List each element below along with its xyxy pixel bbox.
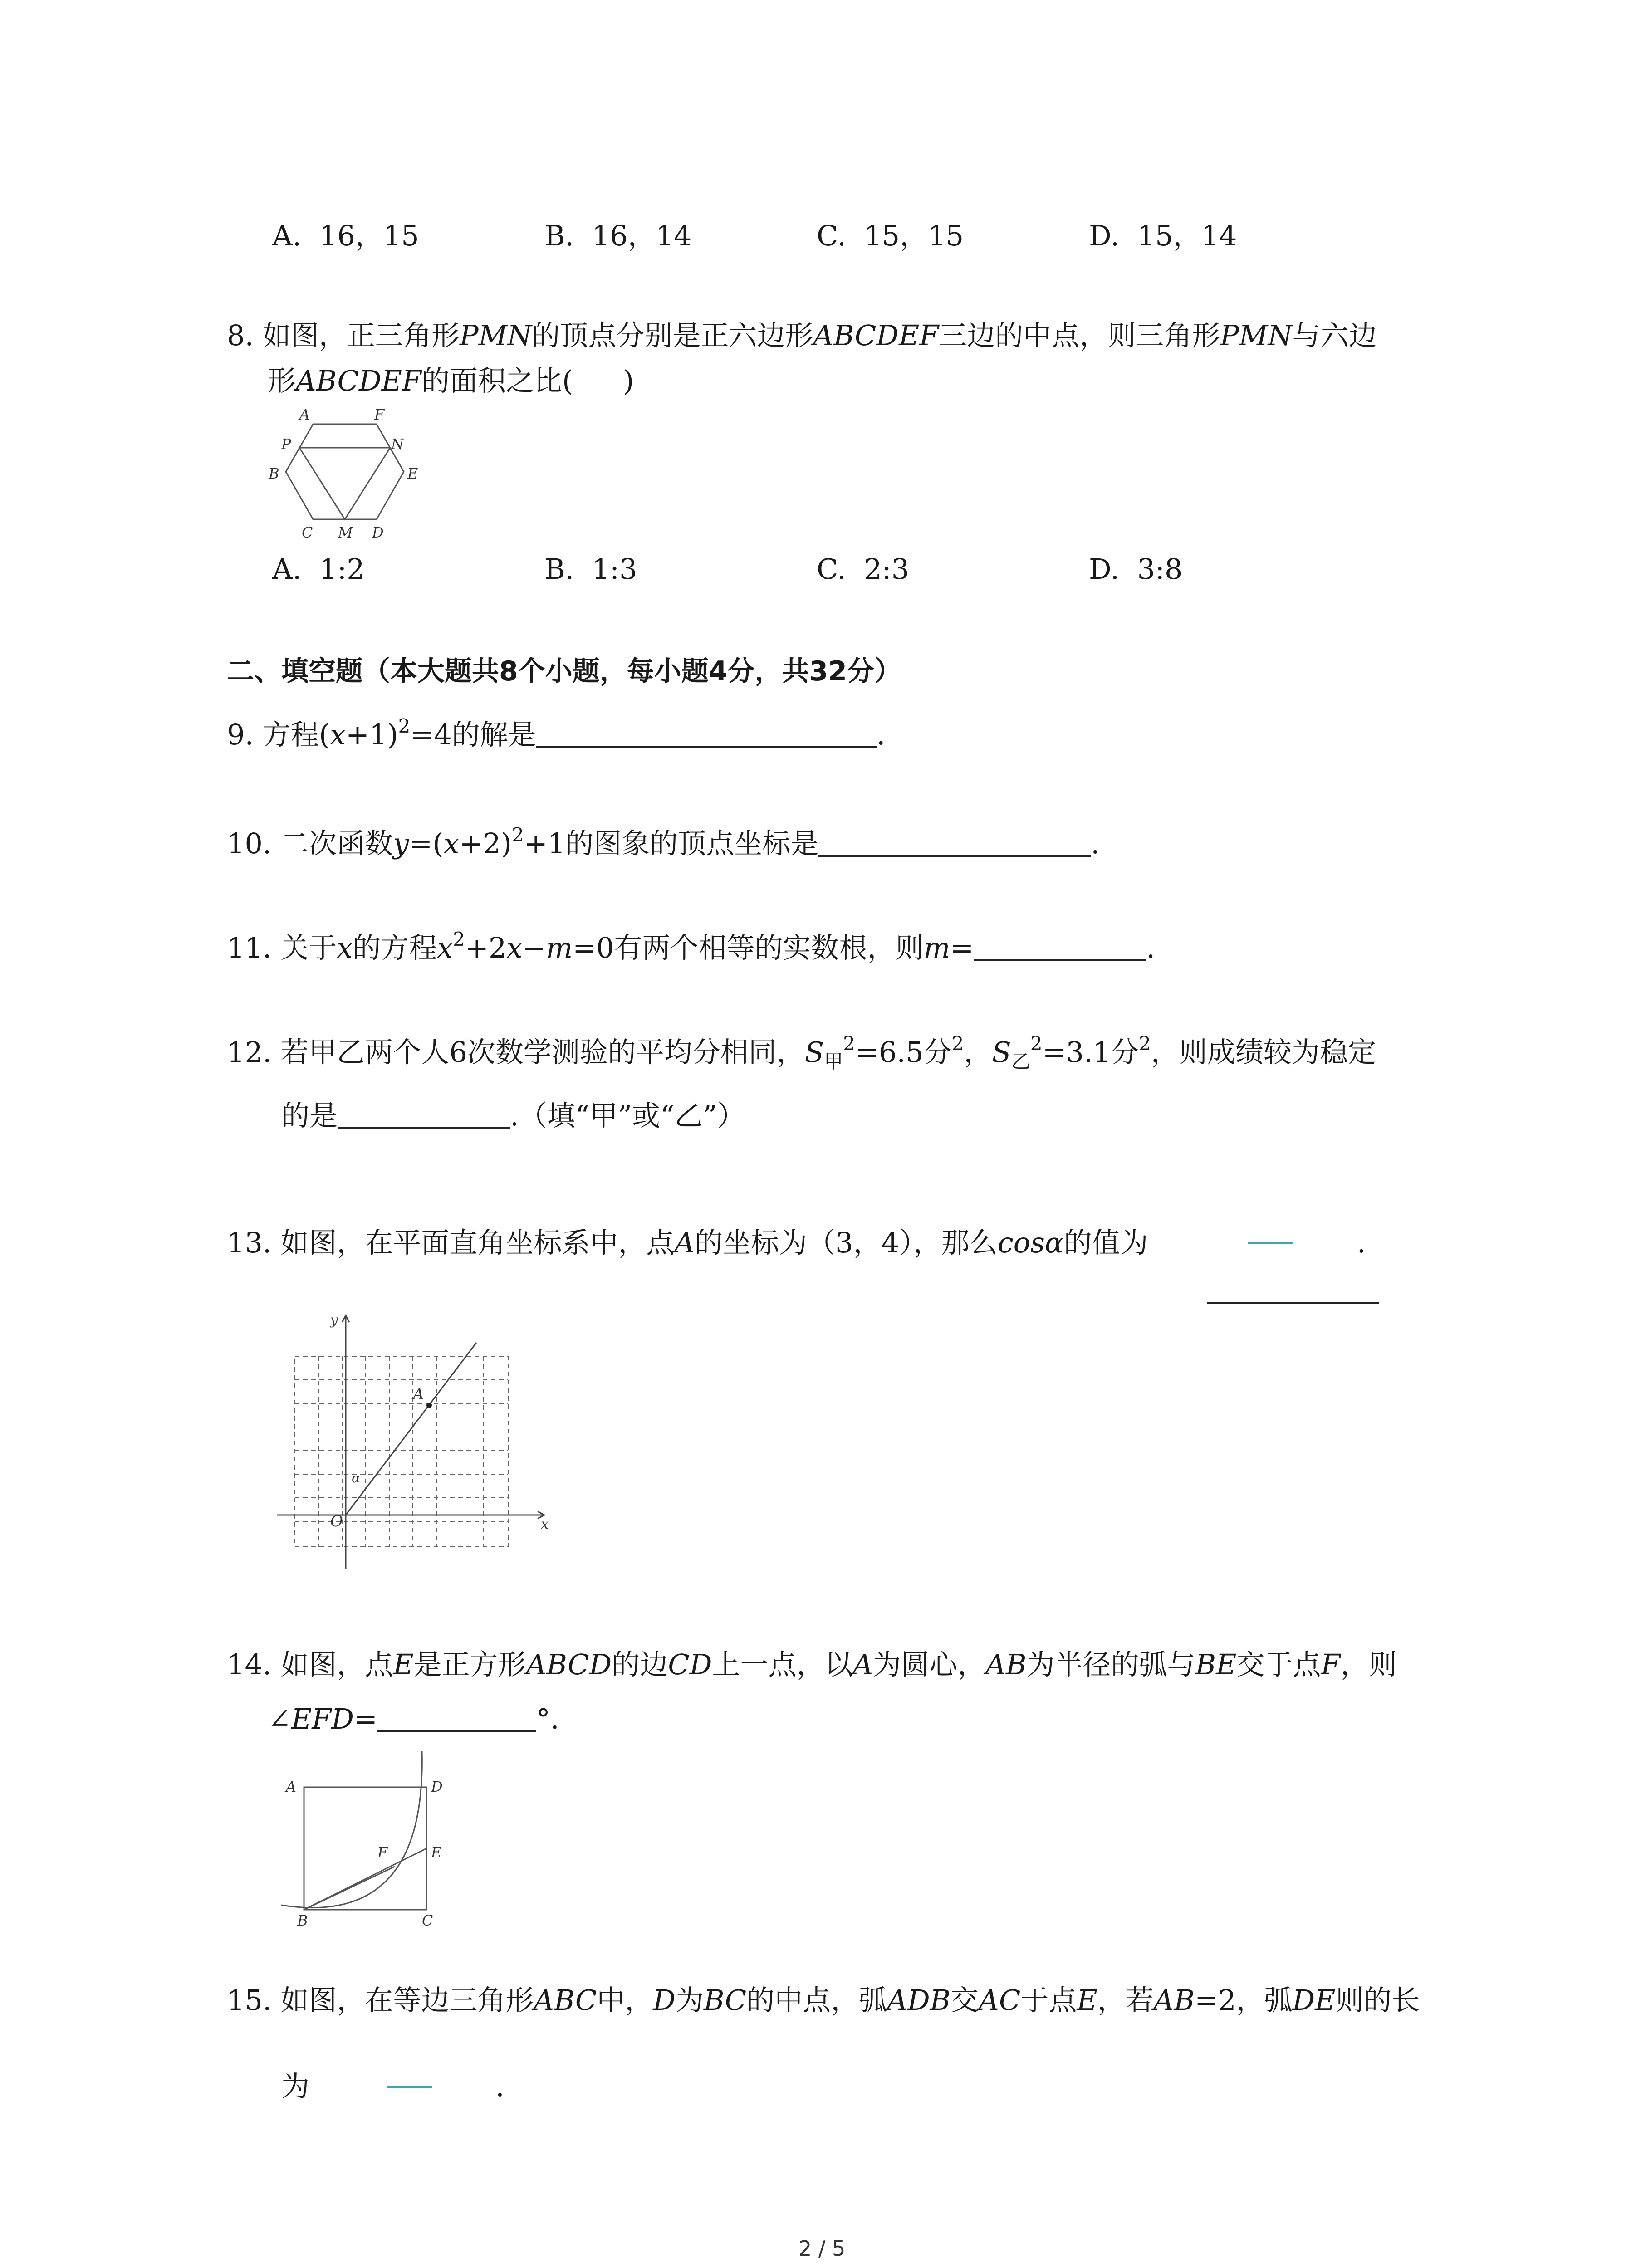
q8-option-b: B. 1:3 — [544, 552, 637, 586]
q8-hexagon-figure — [263, 404, 454, 549]
q8-option-a: A. 1:2 — [272, 552, 365, 586]
q15-line2: 为 . — [281, 2070, 505, 2103]
grid — [295, 1356, 508, 1547]
q8-option-d: D. 3:8 — [1089, 552, 1183, 586]
hexagon — [286, 424, 404, 519]
q9: 9. 方程$(x+1)^2=4$的解是 . — [227, 715, 886, 751]
q8-line1: 8. 如图，正三角形PMN的顶点分别是正六边形ABCDEF三边的中点，则三角形PMN与六边 — [227, 319, 1377, 352]
q14-line2: ∠EFD= °. — [268, 1702, 559, 1735]
label-b: B — [269, 465, 279, 482]
page-number: 2 / 5 — [798, 2236, 846, 2261]
label-a: A — [286, 1778, 297, 1795]
q13-coordinate-figure — [272, 1297, 563, 1579]
label-d: D — [431, 1778, 443, 1795]
label-c: C — [302, 524, 313, 541]
q8-option-c: C. 2:3 — [817, 552, 910, 586]
q7-option-a: A. 16，15 — [272, 219, 419, 252]
q10-answer-blank[interactable] — [818, 855, 1091, 857]
label-d: D — [372, 524, 384, 541]
q14-answer-blank[interactable] — [377, 1730, 536, 1732]
q12-answer-blank[interactable] — [338, 1127, 510, 1129]
q10: 10. 二次函数$y=(x+2)^2+1$的图象的顶点坐标是 . — [227, 824, 1100, 860]
label-f: F — [374, 406, 385, 423]
q11: 11. 关于x的方程$x^2+2x-m=0$有两个相等的实数根，则m= . — [227, 928, 1156, 964]
label-a: A — [299, 406, 310, 423]
label-alpha: α — [352, 1471, 360, 1486]
q12-line2: 的是 .（填“甲”或“乙”） — [281, 1099, 745, 1132]
label-f: F — [377, 1844, 388, 1861]
label-x: x — [541, 1516, 549, 1532]
label-n: N — [391, 435, 404, 453]
q8-line2: 形ABCDEF的面积之比( ) — [268, 364, 634, 397]
label-e: E — [407, 465, 418, 482]
label-a: A — [413, 1385, 424, 1403]
q15-fraction-bar — [387, 2086, 432, 2088]
label-c: C — [422, 1912, 433, 1928]
q12-line1: 12. 若甲乙两个人6次数学测验的平均分相同，$S_甲^2=6.5$分$^2$，$S_乙^2=3.1$分$^2$，则成绩较为稳定 — [227, 1032, 1376, 1073]
label-b: B — [297, 1912, 308, 1928]
q13-fraction-bar — [1248, 1242, 1293, 1244]
equilateral-triangle — [299, 448, 390, 519]
section-2-title: 二、填空题（本大题共8个小题，每小题4分，共32分） — [227, 655, 901, 687]
q14-square-figure — [272, 1737, 508, 1928]
q13: 13. 如图，在平面直角坐标系中，点A的坐标为（3，4），那么cosα的值为 . — [227, 1226, 1366, 1259]
arc — [281, 1751, 422, 1908]
q7-option-b: B. 16，14 — [544, 219, 692, 252]
label-m: M — [338, 524, 353, 541]
point-a — [426, 1403, 432, 1408]
q7-option-c: C. 15，15 — [817, 219, 964, 252]
q15-line1: 15. 如图，在等边三角形ABC中，D为BC的中点，弧ADB交AC于点E，若AB=2，弧DE则的长 — [227, 1984, 1420, 2017]
q13-answer-blank[interactable] — [1207, 1302, 1379, 1304]
q11-answer-blank[interactable] — [974, 959, 1146, 961]
q14-line1: 14. 如图，点E是正方形ABCD的边CD上一点，以A为圆心，AB为半径的弧与BE交于点F，则 — [227, 1648, 1397, 1681]
q7-option-d: D. 15，14 — [1089, 219, 1237, 252]
label-e: E — [431, 1844, 442, 1861]
label-o: O — [330, 1512, 343, 1530]
label-y: y — [330, 1312, 338, 1328]
label-p: P — [281, 435, 291, 453]
q9-answer-blank[interactable] — [536, 746, 877, 748]
